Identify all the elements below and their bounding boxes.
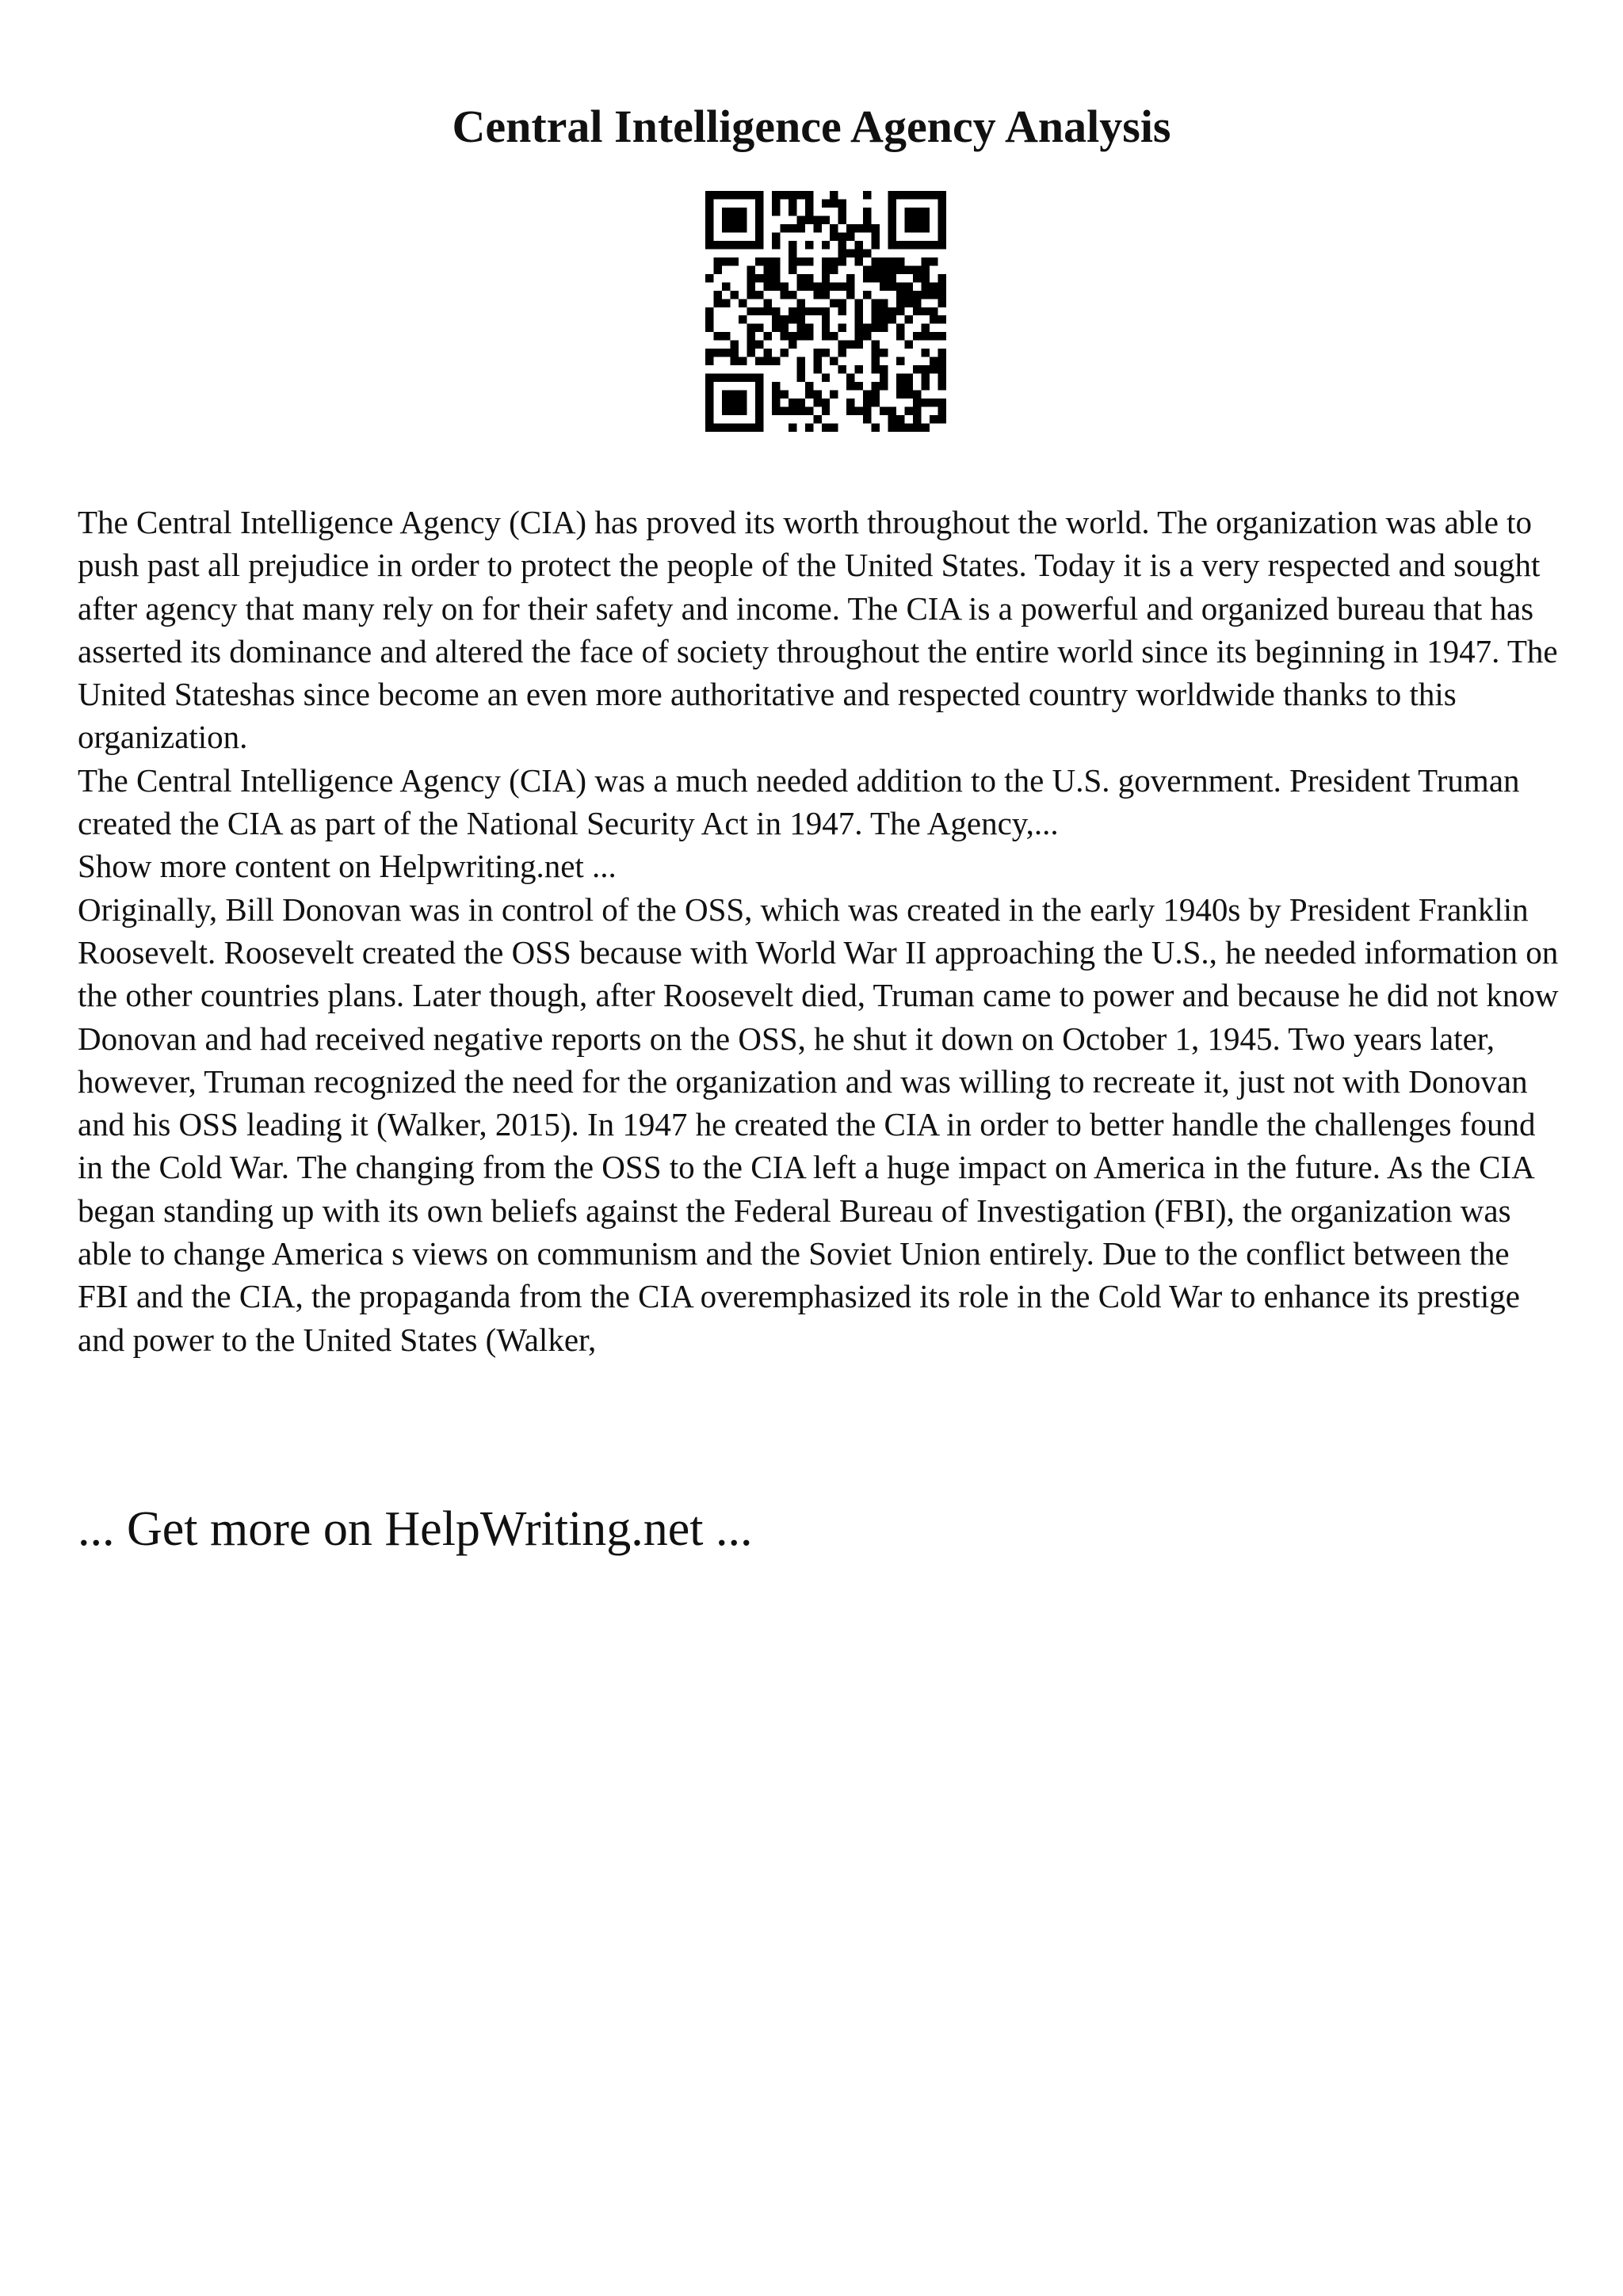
get-more-link[interactable]: ... Get more on HelpWriting.net ... [78,1502,753,1556]
show-more-link[interactable]: Show more content on Helpwriting.net ... [78,848,617,885]
paragraph-intro: The Central Intelligence Agency (CIA) has proved its worth throughout the world. The organization was able to push past all prejudice in order to protect the people of the United States. Today it is a very respected and sought after agency that many rely on for their safety and income. The CIA is a powerful and organized bureau that has asserted its dominance and altered the face of society throughout the entire world since its beginning in 1947. The United Stateshas since become an even more authoritative and respected country worldwide thanks to this organization. [78,504,1558,756]
document-body [78,501,1568,1361]
qr-code-icon[interactable] [705,191,946,432]
paragraph-truman: The Central Intelligence Agency (CIA) was a much needed addition to the U.S. government. President Truman created the CIA as part of the National Security Act in 1947. The Agency,... [78,761,1520,842]
paragraph-history: Originally, Bill Donovan was in control of the OSS, which was created in the early 1940s by President Franklin Roosevelt. Roosevelt created the OSS because with World War II approaching the U.S., he needed information on the other countries plans. Later though, after Roosevelt died, Truman came to power and because he did not know Donovan and had received negative reports on the OSS, he shut it down on October 1, 1945. Two years later, however, Truman recognized the need for the organization and was willing to recreate it, just not with Donovan and his OSS leading it (Walker, 2015). In 1947 he created the CIA in order to better handle the challenges found in the Cold War. The changing from the OSS to the CIA left a huge impact on America in the future. As the CIA began standing up with its own beliefs against the Federal Bureau of Investigation (FBI), the organization was able to change America s views on communism and the Soviet Union entirely. Due to the conflict between the FBI and the CIA, the propaganda from the CIA overemphasized its role in the Cold War to enhance its prestige and power to the United States (Walker, [78,891,1559,1358]
document-title: Central Intelligence Agency Analysis [452,101,1171,152]
